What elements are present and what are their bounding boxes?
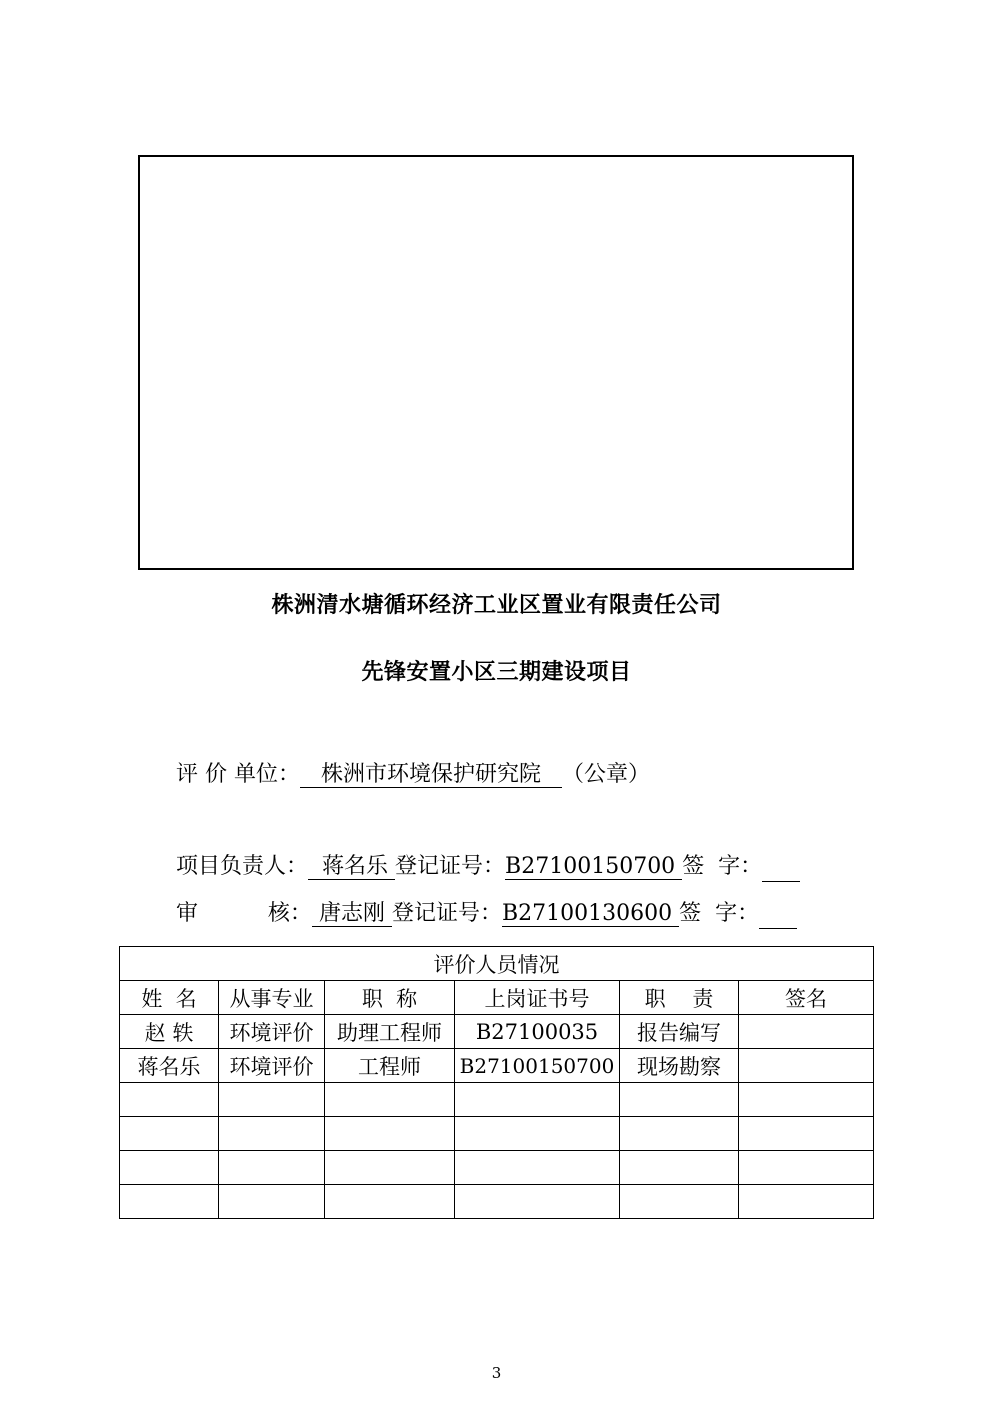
cell-specialty (219, 1185, 325, 1219)
reviewer-line (176, 899, 797, 929)
cell-title (325, 1185, 455, 1219)
cell-title (325, 1117, 455, 1151)
eval-unit-label: 评 价 单位： (176, 762, 300, 787)
cell-name (120, 1083, 219, 1117)
page-number: 3 (491, 1364, 502, 1382)
reviewer-name-field (312, 902, 392, 927)
cell-cert (455, 1185, 620, 1219)
cell-duty (620, 1185, 739, 1219)
staff-table-header-row (120, 981, 874, 1015)
header-cert: 上岗证书号 (455, 981, 620, 1015)
cell-cert: B27100150700 (455, 1049, 620, 1083)
cell-cert (455, 1151, 620, 1185)
project-lead-line (176, 852, 800, 882)
eval-unit-suffix: （公章） (561, 762, 650, 787)
table-row (120, 1015, 874, 1049)
staff-table (119, 946, 874, 1219)
cell-name: 赵 轶 (120, 1015, 219, 1049)
header-signature: 签名 (739, 981, 874, 1015)
cover-image-frame (138, 155, 854, 570)
cell-specialty (219, 1117, 325, 1151)
cell-duty: 报告编写 (620, 1015, 739, 1049)
header-duty: 职 责 (620, 981, 739, 1015)
cell-duty: 现场勘察 (620, 1049, 739, 1083)
project-lead-reg-label: 登记证号： (395, 854, 506, 879)
header-specialty: 从事专业 (219, 981, 325, 1015)
cell-signature (739, 1185, 874, 1219)
project-lead-name: 蒋名乐 (322, 854, 389, 879)
staff-table-title-row (120, 947, 874, 981)
cell-cert: B27100035 (455, 1015, 620, 1049)
table-row (120, 1117, 874, 1151)
cell-signature (739, 1117, 874, 1151)
cell-specialty (219, 1083, 325, 1117)
cell-title (325, 1083, 455, 1117)
table-row (120, 1185, 874, 1219)
cell-title: 工程师 (325, 1049, 455, 1083)
table-row (120, 1083, 874, 1117)
cell-signature (739, 1049, 874, 1083)
cell-duty (620, 1083, 739, 1117)
cell-name: 蒋名乐 (120, 1049, 219, 1083)
cell-title: 助理工程师 (325, 1015, 455, 1049)
cell-cert (455, 1117, 620, 1151)
table-row (120, 1049, 874, 1083)
cell-specialty: 环境评价 (219, 1015, 325, 1049)
reviewer-sign-blank (759, 906, 797, 929)
header-title: 职 称 (325, 981, 455, 1015)
reviewer-reg-label: 登记证号： (391, 901, 502, 926)
cell-name (120, 1117, 219, 1151)
reviewer-sign-label: 签 字： (679, 901, 760, 926)
reviewer-reg-no: B27100130600 (501, 901, 673, 926)
cell-name (120, 1185, 219, 1219)
cell-specialty: 环境评价 (219, 1049, 325, 1083)
project-lead-label: 项目负责人： (176, 854, 309, 879)
project-lead-sign-label: 签 字： (682, 854, 763, 879)
eval-unit-line (176, 760, 650, 790)
reviewer-label: 审 核： (176, 901, 312, 926)
cell-signature (739, 1015, 874, 1049)
reviewer-name: 唐志刚 (318, 901, 385, 926)
cell-signature (739, 1083, 874, 1117)
project-lead-name-field (308, 855, 395, 880)
reviewer-reg-field (502, 902, 679, 927)
project-title: 先锋安置小区三期建设项目 (361, 660, 632, 685)
cell-signature (739, 1151, 874, 1185)
cell-duty (620, 1117, 739, 1151)
company-title: 株洲清水塘循环经济工业区置业有限责任公司 (271, 593, 722, 618)
table-row (120, 1151, 874, 1185)
project-lead-reg-field (505, 855, 682, 880)
eval-unit-value (300, 763, 562, 788)
project-lead-sign-blank (762, 859, 800, 882)
staff-table-title: 评价人员情况 (120, 947, 874, 981)
cell-name (120, 1151, 219, 1185)
cell-specialty (219, 1151, 325, 1185)
cell-duty (620, 1151, 739, 1185)
cell-cert (455, 1083, 620, 1117)
header-name: 姓 名 (120, 981, 219, 1015)
project-lead-reg-no: B27100150700 (505, 854, 676, 879)
eval-unit-name: 株洲市环境保护研究院 (320, 762, 541, 787)
cell-title (325, 1151, 455, 1185)
